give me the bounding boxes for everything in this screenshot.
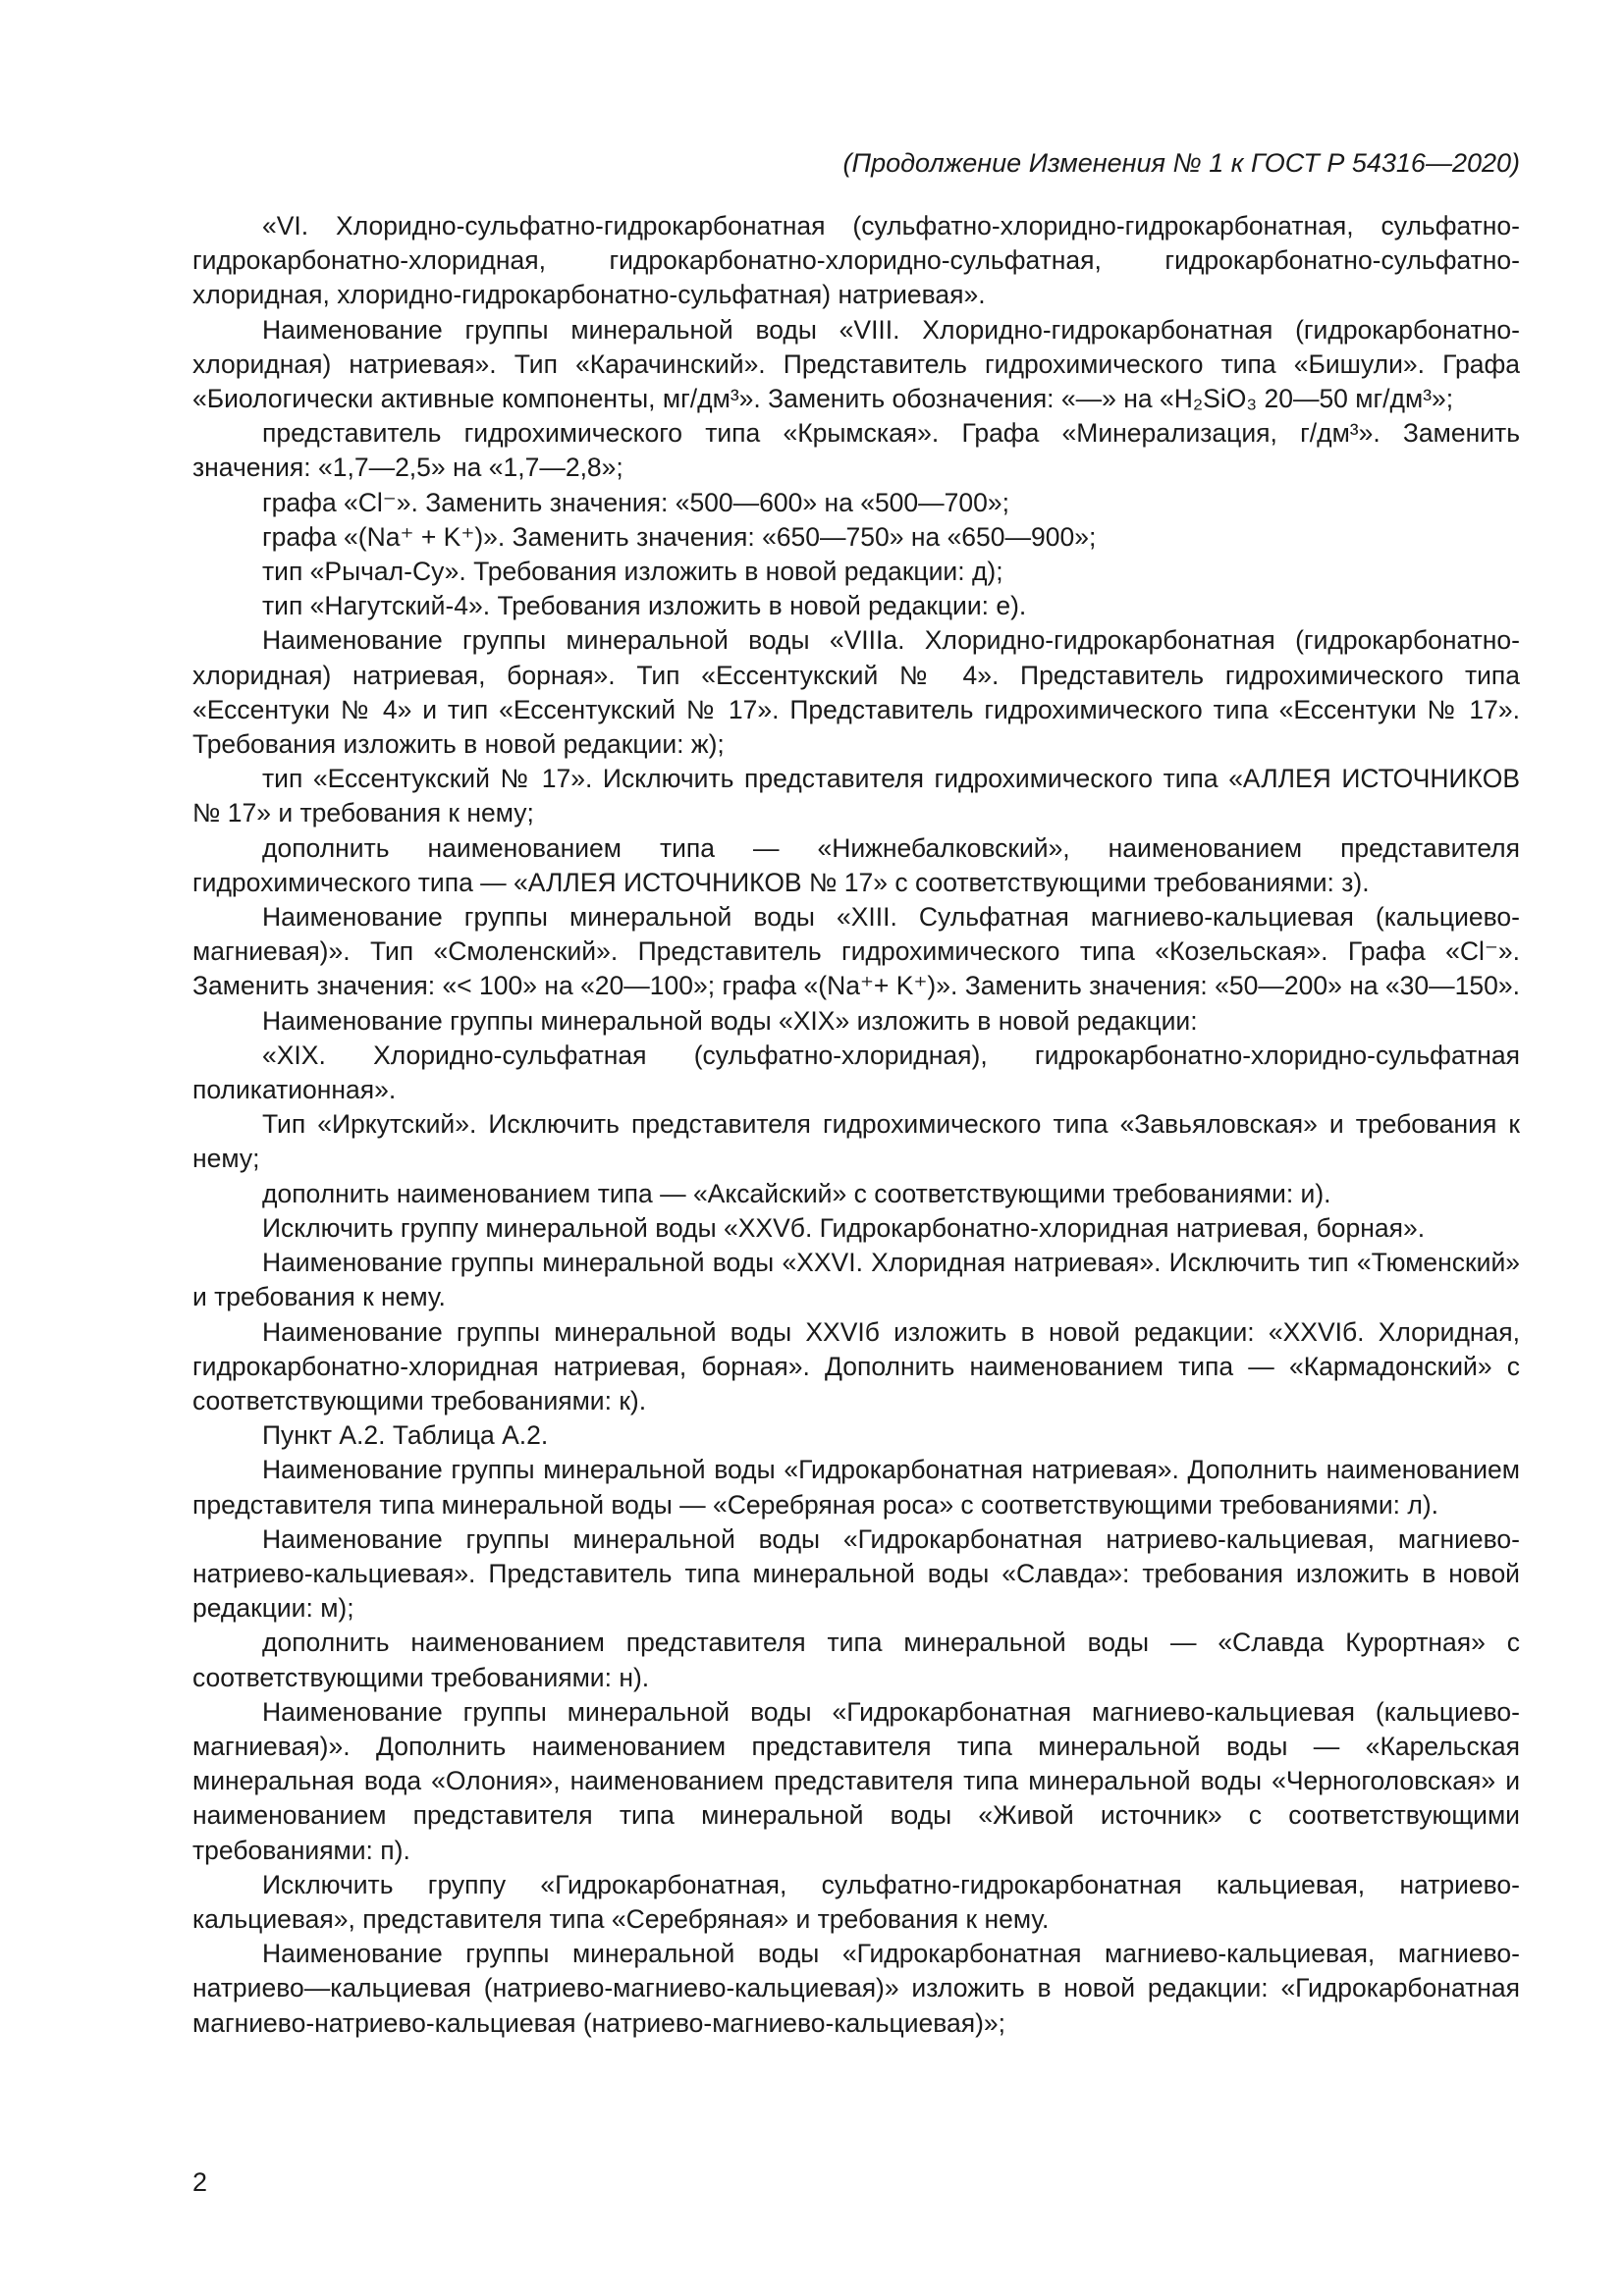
paragraph: дополнить наименованием представителя типа минеральной воды — «Славда Курортная» с соответствующими требованиями: н). [192, 1628, 1520, 1692]
page-number: 2 [192, 2167, 208, 2197]
paragraph: Наименование группы минеральной воды XXVIб изложить в новой редакции: «XXVIб. Хлоридная, гидрокарбонатно-хлоридная натриевая, борная». Дополнить наименованием типа — «Кармадонский» с соответствующими требованиями: к). [192, 1316, 1520, 1415]
paragraph: дополнить наименованием типа — «Аксайский» с соответствующими требованиями: и). [262, 1178, 1331, 1208]
paragraph: Наименование группы минеральной воды «Гидрокарбонатная натриевая». Дополнить наименованием представителя типа минеральной воды — «Серебряная роса» с соответствующими требованиями: л). [192, 1455, 1520, 1520]
paragraph: графа «(Na⁺ + K⁺)». Заменить значения: «650—750» на «650—900»; [262, 521, 1097, 552]
running-header: (Продолжение Изменения № 1 к ГОСТ Р 54316—2020) [842, 148, 1520, 178]
paragraph: Наименование группы минеральной воды «XIX» изложить в новой редакции: [262, 1005, 1198, 1036]
paragraph: Исключить группу «Гидрокарбонатная, сульфатно-гидрокарбонатная кальциевая, натриево-кальциевая», представителя типа «Серебряная» и требования к нему. [192, 1869, 1520, 1934]
paragraph: тип «Ессентукский № 17». Исключить представителя гидрохимического типа «АЛЛЕЯ ИСТОЧНИКОВ № 17» и требования к нему; [192, 764, 1520, 828]
paragraph: графа «Cl⁻». Заменить значения: «500—600» на «500—700»; [262, 487, 1009, 517]
paragraph: «XIX. Хлоридно-сульфатная (сульфатно-хлоридная), гидрокарбонатно-хлоридно-сульфатная поликатионная». [192, 1040, 1520, 1105]
paragraph: дополнить наименованием типа — «Нижнебалковский», наименованием представителя гидрохимического типа — «АЛЛЕЯ ИСТОЧНИКОВ № 17» с соответствующими требованиями: з). [192, 832, 1520, 897]
paragraph: Пункт А.2. Таблица А.2. [262, 1420, 549, 1451]
paragraph: Наименование группы минеральной воды «Гидрокарбонатная натриево-кальциевая, магниево-натриево-кальциевая». Представитель типа минеральной воды «Славда»: требования изложить в новой редакции: м); [192, 1523, 1520, 1624]
paragraph: представитель гидрохимического типа «Крымская». Графа «Минерализация, г/дм³». Заменить значения: «1,7—2,5» на «1,7—2,8»; [192, 418, 1520, 483]
paragraph: Наименование группы минеральной воды «Гидрокарбонатная магниево-кальциевая, магниево-натриево—кальциевая (натриево-магниево-кальциевая)» изложить в новой редакции: «Гидрокарбонатная магниево-натриево-кальциевая (натриево-магниево-кальциевая)»; [192, 1939, 1520, 2038]
paragraph: Наименование группы минеральной воды «XXVI. Хлоридная натриевая». Исключить тип «Тюменский» и требования к нему. [192, 1248, 1520, 1312]
paragraph: тип «Нагутский-4». Требования изложить в новой редакции: е). [262, 591, 1027, 621]
paragraph: «VI. Хлоридно-сульфатно-гидрокарбонатная (сульфатно-хлоридно-гидрокарбонатная, сульфатно-гидрокарбонатно-хлоридная, гидрокарбонатно-хлоридно-сульфатная, гидрокарбонатно-сульфатно-хлоридная, хлоридно-гидрокарбонатно-сульфатная) натриевая». [192, 211, 1520, 310]
paragraph: Тип «Иркутский». Исключить представителя гидрохимического типа «Завьяловская» и требования к нему; [192, 1109, 1520, 1174]
paragraph: Наименование группы минеральной воды «Гидрокарбонатная магниево-кальциевая (кальциево-магниевая)». Дополнить наименованием представителя типа минеральной воды — «Карельская минеральная вода «Олония», наименованием представителя типа минеральной воды «Черноголовская» и наименованием представителя типа минеральной воды «Живой источник» с соответствующими требованиями: п). [192, 1696, 1520, 1865]
paragraph: Наименование группы минеральной воды «XIII. Сульфатная магниево-кальциевая (кальциево-магниевая)». Тип «Смоленский». Представитель гидрохимического типа «Козельская». Графа «Cl⁻». Заменить значения: «< 100» на «20—100»; графа «(Na⁺+ K⁺)». Заменить значения: «50—200» на «30—150». [192, 902, 1520, 1001]
document-body [192, 209, 1520, 2041]
paragraph: тип «Рычал-Су». Требования изложить в новой редакции: д); [262, 557, 1003, 587]
paragraph: Исключить группу минеральной воды «XXVб. Гидрокарбонатно-хлоридная натриевая, борная». [262, 1212, 1426, 1243]
paragraph: Наименование группы минеральной воды «VIII. Хлоридно-гидрокарбонатная (гидрокарбонатно-хлоридная) натриевая». Тип «Карачинский». Представитель гидрохимического типа «Бишули». Графа «Биологически активные компоненты, мг/дм³». Заменить обозначения: «—» на «H₂SiO₃ 20—50 мг/дм³»; [192, 314, 1520, 414]
paragraph: Наименование группы минеральной воды «VIIIа. Хлоридно-гидрокарбонатная (гидрокарбонатно-хлоридная) натриевая, борная». Тип «Ессентукский № 4». Представитель гидрохимического типа «Ессентуки № 4» и тип «Ессентукский № 17». Представитель гидрохимического типа «Ессентуки № 17». Требования изложить в новой редакции: ж); [192, 625, 1520, 760]
